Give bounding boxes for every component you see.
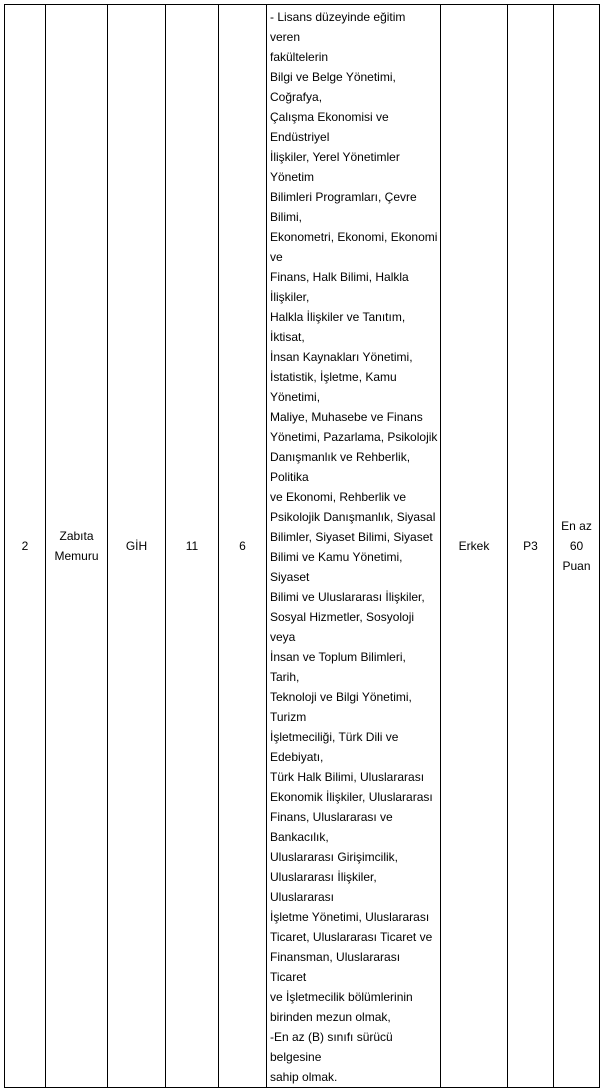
cinsiyet-cell <box>441 5 508 1088</box>
sira-no-cell <box>5 5 46 1088</box>
kpss-turu-cell <box>508 5 554 1088</box>
kpss-turu: P3 <box>523 539 538 553</box>
derece-cell <box>166 5 219 1088</box>
taban-puan-cell <box>554 5 600 1088</box>
sinifi-cell <box>108 5 166 1088</box>
nitelikler-text: - Lisans düzeyinde eğitim veren fakültelerin Bilgi ve Belge Yönetimi, Coğrafya, Çalışma Ekonomisi ve Endüstriyel İlişkiler, Yerel Yönetimler Yönetim Bilimleri Programları, Çevre Bilimi, Ekonometri, Ekonomi, Ekonomi ve Finans, Halk Bilimi, Halkla İlişkiler, Halkla İlişkiler ve Tanıtım, İktisat, İnsan Kaynakları Yönetimi, İstatistik, İşletme, Kamu Yönetimi, Maliye, Muhasebe ve Finans Yönetimi, Pazarlama, Psikolojik Danışmanlık ve Rehberlik, Politika ve Ekonomi, Rehberlik ve Psikolojik Danışmanlık, Siyasal Bilimler, Siyaset Bilimi, Siyaset Bilimi ve Kamu Yönetimi, Siyaset Bilimi ve Uluslararası İlişkiler, Sosyal Hizmetler, Sosyoloji veya İnsan ve Toplum Bilimleri, Tarih, Teknoloji ve Bilgi Yönetimi, Turizm İşletmeciliği, Türk Dili ve Edebiyatı, Türk Halk Bilimi, Uluslararası Ekonomik İlişkiler, Uluslararası Finans, Uluslararası ve Bankacılık, Uluslararası Girişimcilik, Uluslararası İlişkiler, Uluslararası İşletme Yönetimi, Uluslararası Ticaret, Uluslararası Ticaret ve Finansman, Uluslararası Ticaret ve İşletmecilik bölümlerinin birinden mezun olmak, -En az (B) sınıfı sürücü belgesine sahip olmak. <box>270 10 438 1084</box>
sira-no: 2 <box>21 539 29 553</box>
sinifi: GİH <box>125 539 148 553</box>
kadro-unvani: Zabıta Memuru <box>54 529 99 563</box>
kadro-adedi: 6 <box>239 539 246 553</box>
derece: 11 <box>185 539 199 553</box>
taban-puan: En az 60 Puan <box>561 519 592 573</box>
kadro-adedi-cell <box>219 5 267 1088</box>
table-row <box>5 5 600 1088</box>
nitelikler-cell <box>267 5 441 1088</box>
position-table <box>4 4 600 1088</box>
cinsiyet: Erkek <box>458 539 490 553</box>
kadro-unvani-cell <box>46 5 108 1088</box>
